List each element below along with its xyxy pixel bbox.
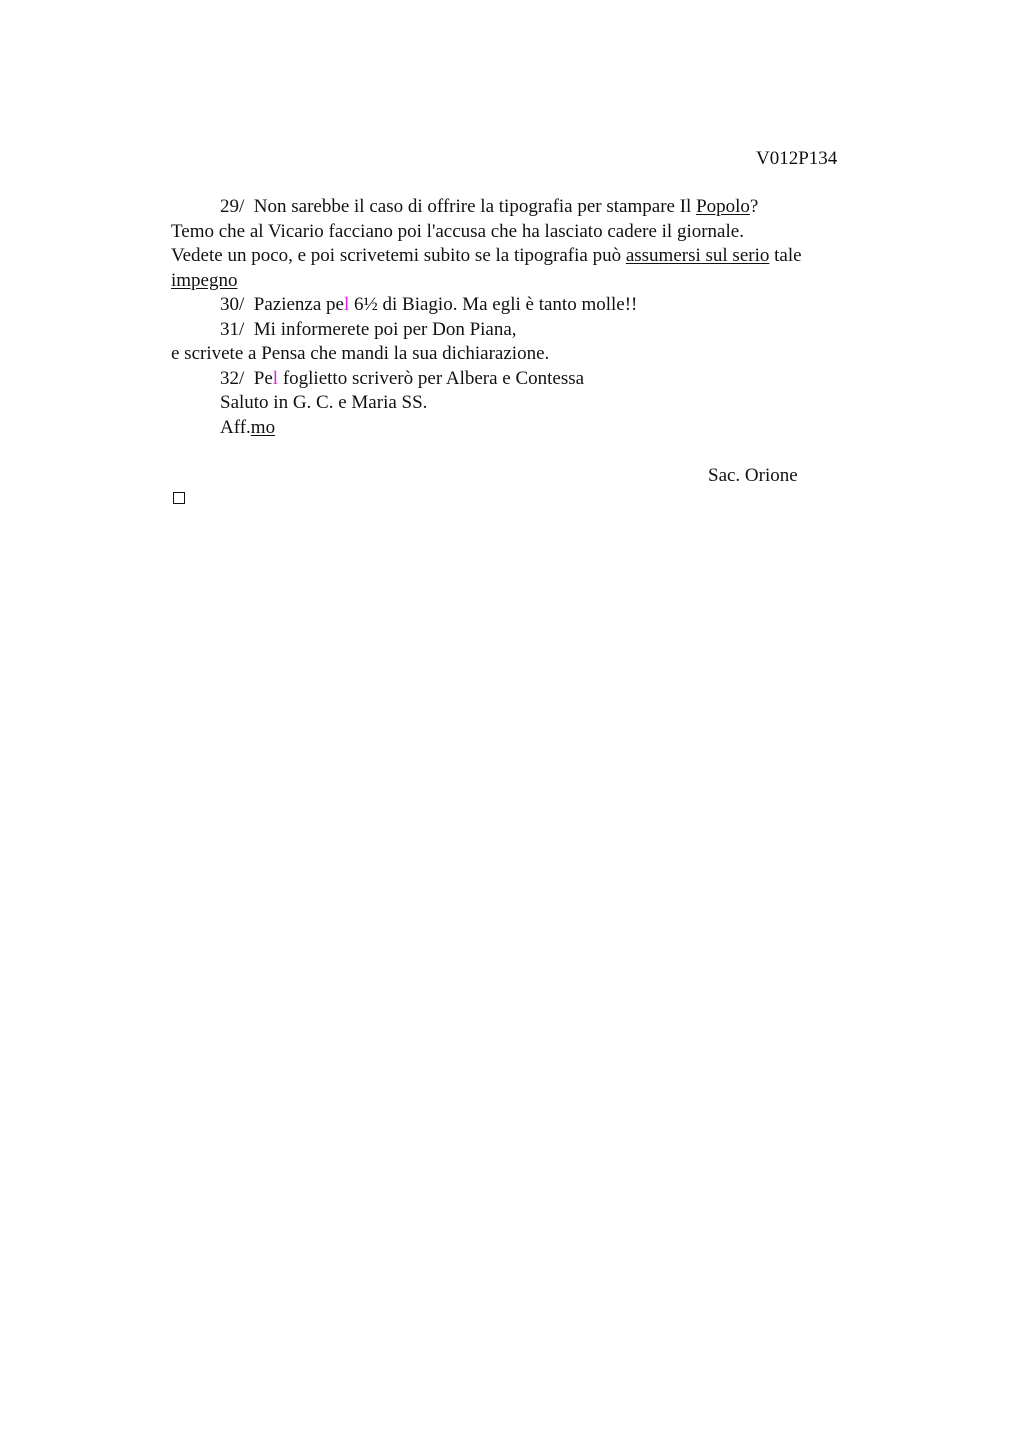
text-segment: Vedete un poco, e poi scrivetemi subito se la tipografia può <box>171 245 626 266</box>
item-number: 31/ <box>220 318 245 340</box>
text-line: e scrivete a Pensa che mandi la sua dichiarazione. <box>171 343 550 364</box>
highlighted-letter: l <box>343 294 350 315</box>
item-30-line <box>171 293 871 318</box>
item-number: 30/ <box>220 294 245 315</box>
item-text-end: 6½ di Biagio. Ma egli è tanto molle!! <box>349 294 638 315</box>
item-text: Non sarebbe il caso di offrire la tipografia per stampare Il <box>253 196 697 217</box>
text-segment-end: tale <box>769 245 802 266</box>
item-text-end: foglietto scriverò per Albera e Contessa <box>278 367 585 389</box>
signature: Sac. Orione <box>708 465 798 486</box>
empty-square-mark <box>173 492 185 504</box>
item-29-line <box>171 195 871 220</box>
item-text: Mi informerete poi per Don Piana, <box>253 318 517 340</box>
closing-text: Aff. <box>220 416 251 438</box>
item-31-line <box>171 318 871 343</box>
item-32-line <box>171 367 871 392</box>
text-line: Temo che al Vicario facciano poi l'accusa che ha lasciato cadere il giornale. <box>171 220 744 242</box>
item-text: Pe <box>253 367 273 389</box>
item-text: Pazienza pe <box>253 294 344 315</box>
highlighted-letter: l <box>272 367 279 389</box>
underlined-title: Popolo <box>696 196 750 217</box>
item-number: 29/ <box>220 196 245 217</box>
item-text-end: ? <box>749 196 759 217</box>
closing-superscript: mo <box>250 416 276 438</box>
document-reference: V012P134 <box>756 148 838 169</box>
underlined-phrase: assumersi sul serio <box>625 245 770 266</box>
text-line <box>171 269 871 294</box>
text-line <box>171 244 871 269</box>
closing-line <box>171 416 871 441</box>
letter-body <box>171 195 871 440</box>
greeting-line: Saluto in G. C. e Maria SS. <box>220 392 428 413</box>
underlined-word: impegno <box>171 269 238 291</box>
item-number: 32/ <box>220 367 245 389</box>
